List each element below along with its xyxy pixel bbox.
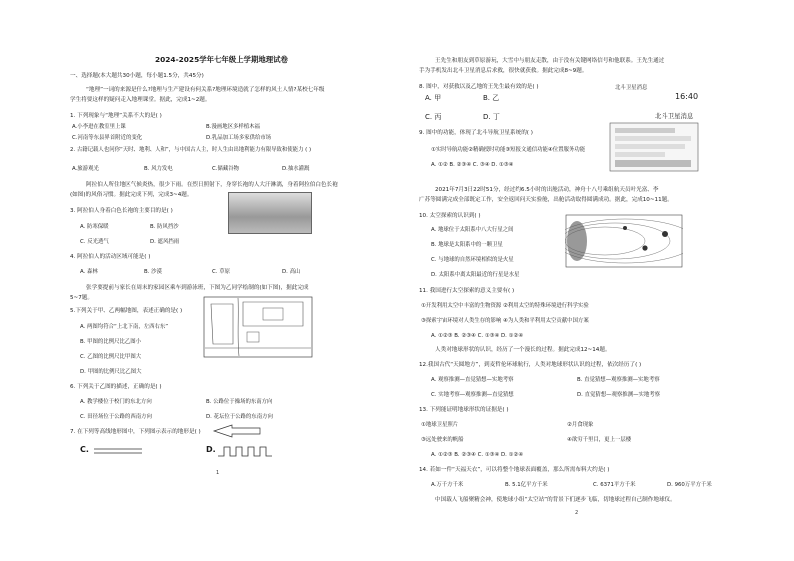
passage-5: 张学要提前与家长在周末的家园区乘车到游泳班，下图为乙同学绘制的(如下图)，据此完成 <box>86 285 309 291</box>
option-8d: D. 丁 <box>483 113 500 121</box>
option-12a: A. 观察推测—直觉猜想—实地考察 <box>431 377 514 383</box>
option-13-item: ①地球卫星照片 <box>421 422 459 428</box>
option-2b: B. 风力发电 <box>144 166 173 172</box>
option-6a: A. 教学楼位于校门的东北方向 <box>80 399 152 405</box>
question-12: 12.我国古代“天圆地方”，到麦哲伦环球航行，人类对地球形状认识的过程，依次经历了( ) <box>419 362 642 368</box>
passage-5: 5~7题。 <box>70 295 93 301</box>
question-11: 11. 我国进行太空探索的意义主要有( ) <box>419 288 515 294</box>
option-1b: B.漫画地区多样植木福 <box>206 124 260 130</box>
option-4d: D. 高山 <box>282 269 301 275</box>
intro-text: 学生将要这样的疑问走入地理课堂。据此，完成1~2题。 <box>70 97 211 103</box>
intro-text: “地理”一词的来源是什么?地理与生产建设有何关系?地理环境造就了怎样的风土人情?某校七年级 <box>86 87 325 93</box>
question-9: 9. 图中的功能，体现了北斗导航卫星系统的( ) <box>419 130 533 136</box>
right-column <box>397 0 794 561</box>
question-7: 7. 在下列等高线地形图中，下列图示表示的地形是( ) <box>70 429 201 435</box>
passage-10: 广苏等圆满完成全部既定工作，安全返回问天实验舱，出舱活动取得圆满成功。据此，完成10~11题。 <box>419 197 673 203</box>
option-3c: C. 反光透气 <box>80 239 109 245</box>
solar-system-figure <box>565 214 683 268</box>
option-3d: D. 遮风挡雨 <box>150 239 180 245</box>
option-3a: A. 防寒保暖 <box>80 224 109 230</box>
section-heading: 一、选择题(本大题共30小题，每小题1.5分，共45分) <box>70 73 204 79</box>
option-11-choices: A. ①②③ B. ②③④ C. ①③④ D. ①②④ <box>431 333 524 339</box>
option-14a: A.万千方千米 <box>431 482 464 488</box>
option-12d: D. 直觉猜想—观察推测—实地考察 <box>577 392 661 398</box>
school-map-figure <box>203 296 313 358</box>
contour-option-c <box>94 446 144 458</box>
page-number: 2 <box>575 510 579 516</box>
option-10b: B. 地球是太阳系中的一颗卫星 <box>431 242 503 248</box>
option-8c: C. 丙 <box>425 113 442 121</box>
passage-10: 2021年7月3日22时51分，经过约6.5小时的出舱活动，神舟十八号乘组航天员叶光富、李 <box>435 187 659 193</box>
passage-15: 中国载人飞船聚精会神，使地球小组“太空站”的背景下们逐步飞临，切地球过程自己制作地球仪。 <box>435 497 676 503</box>
option-10a: A. 地球位于太阳系中八大行星之间 <box>431 227 514 233</box>
option-11-statements: ③探索宇宙环境对人类生存的影响 ④为人类和平利用太空贡献中国方案 <box>421 318 589 324</box>
question-6: 6. 下列关于乙图的描述，正确的是( ) <box>70 384 162 390</box>
question-1: 1. 下列现象与“地理”关系不大的是( ) <box>70 113 162 119</box>
desert-photo <box>228 192 312 234</box>
phone-time: 16:40 <box>675 92 699 101</box>
option-11-statements: ①开发利用太空中丰富的生物资源 ②利用太空的特殊环境进行科学实验 <box>421 303 589 309</box>
option-10d: D. 太阳系中离太阳最近的行星是水星 <box>431 272 520 278</box>
option-7d-label: D. <box>206 445 216 454</box>
question-13: 13. 下列能证明地球形状的证据是( ) <box>419 407 509 413</box>
passage-3: (如图)的风俗习惯。据此完成下列，完成3~4题。 <box>70 192 193 198</box>
passage-8: 手为手机发出北斗卫星消息后求救，很快就获救。据此完成8~9题。 <box>419 68 588 74</box>
beidou-message-figure <box>609 122 699 172</box>
option-1d: D.乳品加工场多家供给市场 <box>206 135 272 141</box>
option-13-item: ③远处驶来的帆船 <box>421 437 464 443</box>
page-number: 1 <box>216 470 220 476</box>
phone-message-title: 北斗卫星消息 <box>655 112 694 120</box>
option-3b: B. 防风挡沙 <box>150 224 179 230</box>
question-5: 5.下列关于甲、乙两幅地图，表述正确的是( ) <box>70 308 183 314</box>
option-6d: D. 花坛位于公路的东南方向 <box>206 414 273 420</box>
option-6c: C. 田径场位于公路的西南方向 <box>80 414 152 420</box>
option-4b: B. 沙漠 <box>144 269 162 275</box>
option-1a: A.小李进在教室里上课 <box>72 124 126 130</box>
option-4a: A. 森林 <box>80 269 98 275</box>
question-10: 10. 太空探索的认识到( ) <box>419 213 481 219</box>
question-2: 2. 古籍记载人也问你“天时、地利、人和”，与中国古人主，时人生由出地利能力有限导致和使能力 ( ) <box>70 147 312 153</box>
option-5d: D. 甲图的比例尺比乙图大 <box>80 369 142 375</box>
option-14b: B. 5.1亿平方千米 <box>505 482 548 488</box>
option-9-choices: A. ①② B. ②③④ C. ③④ D. ①③④ <box>431 162 514 168</box>
option-5a: A. 两图均符合“上北下南，左西右东” <box>80 324 169 330</box>
question-3: 3. 阿拉伯人身着白色长袍的主要目的是( ) <box>70 208 173 214</box>
option-12b: B. 直觉猜想—观察推测—实地考察 <box>577 377 660 383</box>
arrow-figure <box>212 424 262 438</box>
option-13-choices: A. ①②③ B. ②③④ C. ①③④ D. ①②④ <box>431 452 524 458</box>
option-2a: A.旅游观光 <box>72 166 99 172</box>
option-9-statements: ①实时导航功能②精确授时功能③短报文通信功能④位置服务功能 <box>431 147 586 153</box>
option-5c: C. 乙图的比例尺比甲图大 <box>80 354 142 360</box>
option-1c: C.河南等东县界首附近的变化 <box>72 135 143 141</box>
option-8a: A. 甲 <box>425 94 442 102</box>
option-13-item: ④欲穷千里目，更上一层楼 <box>567 437 632 443</box>
passage-3: 阿拉伯人所住地区气候炎热，很少下雨。在烈日照射下，身穿长袍的人大汗淋漓，身着阿拉伯白色长袍 <box>86 182 338 188</box>
question-8: 8. 图中，对获救以及乙地的王先生最有效的是( ) <box>419 84 539 90</box>
contour-option-d <box>218 444 272 458</box>
option-10c: C. 与地球的自然环境相似的是火星 <box>431 257 514 263</box>
option-14c: C. 6371平方千米 <box>593 482 636 488</box>
passage-12: 人类对地球形状的认识，经历了一个漫长的过程。据此完成12~14题。 <box>435 347 611 353</box>
passage-8: 王先生和朋友到草原游玩，大雪中与朋友走散，由于没有关键网络信号和他联系。王先生通过 <box>435 58 665 64</box>
option-7c-label: C. <box>80 445 89 454</box>
option-2d: D.抽水灌溉 <box>282 166 310 172</box>
phone-header-label: 北斗卫星消息 <box>615 85 648 91</box>
exam-title: 2024-2025学年七年级上学期地理试卷 <box>155 55 288 64</box>
option-13-item: ②月食现象 <box>567 422 594 428</box>
option-12c: C. 实地考察—观察推测—直觉猜想 <box>431 392 514 398</box>
option-14d: D. 960万平方千米 <box>667 482 712 488</box>
question-14: 14. 若如一件“天福天衣”，可以将整个地球表面覆盖，那么所需布料大约是( ) <box>419 467 610 473</box>
option-6b: B. 公路位于操场的东南方向 <box>206 399 273 405</box>
option-8b: B. 乙 <box>483 94 500 102</box>
option-4c: C. 草原 <box>212 269 230 275</box>
option-5b: B. 甲图的比例尺比乙图小 <box>80 339 142 345</box>
option-2c: C.储藏谷物 <box>212 166 240 172</box>
question-4: 4. 阿拉伯人的活动区域可能是( ) <box>70 254 151 260</box>
